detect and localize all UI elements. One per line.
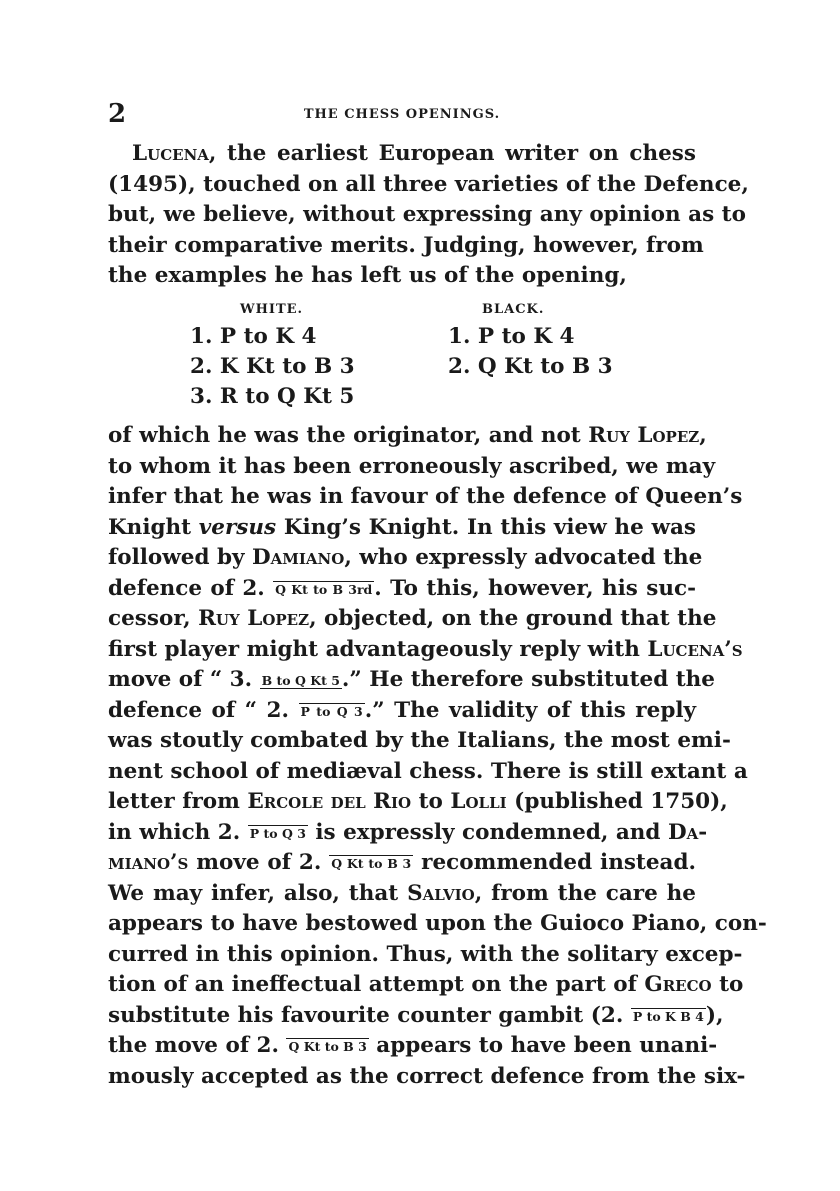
white-move: 3. R to Q Kt 5 <box>190 384 355 409</box>
text-span: to <box>711 972 744 997</box>
move-notation: Q Kt to B 3 <box>288 1039 367 1054</box>
white-move: 1. P to K 4 <box>190 324 317 349</box>
black-move: 1. P to K 4 <box>448 324 575 349</box>
text-span: is expressly condemned, and <box>307 819 668 845</box>
text-span: cessor, <box>108 606 199 631</box>
text-line: infer that he was in favour of the defence of Queen’s <box>108 484 743 509</box>
text-span: tion of an ineffectual attempt on the part of <box>108 972 645 997</box>
name-lucena: Lucena’s <box>647 636 743 662</box>
text-span: We may infer, also, that <box>108 880 408 906</box>
text-span: in which 2. <box>108 819 248 845</box>
text-line: the examples he has left us of the opening, <box>108 263 627 288</box>
text-line: nent school of mediæval chess. There is still extant a <box>108 758 748 784</box>
page-number: 2 <box>108 99 127 129</box>
text-span: of which he was the originator, and not <box>108 423 589 448</box>
name-damiano: Da- <box>667 819 708 845</box>
text-span: defence of “ 2. <box>108 697 299 723</box>
move-notation: Q Kt to B 3 <box>331 856 412 871</box>
text-span: to <box>411 789 451 814</box>
text-line <box>108 848 696 879</box>
text-line <box>108 543 703 574</box>
text-line <box>108 1031 718 1062</box>
text-line: curred in this opinion. Thus, with the solitary excep- <box>108 941 743 967</box>
running-title: THE CHESS OPENINGS. <box>303 107 501 122</box>
text-span: , <box>699 423 707 448</box>
text-span: , the earliest European writer on chess <box>208 141 696 166</box>
text-span: .” He therefore substituted the <box>341 667 715 692</box>
text-line <box>108 1001 724 1032</box>
move-notation: P to Q 3 <box>249 825 306 841</box>
text-span: ), <box>705 1002 724 1028</box>
text-span: recommended instead. <box>413 850 696 875</box>
name-damiano: miano’s <box>108 850 189 875</box>
text-line <box>108 421 707 452</box>
text-line: was stoutly combated by the Italians, the most emi- <box>108 728 731 753</box>
text-span: . To this, however, his suc- <box>374 575 697 601</box>
move-notation: Q Kt to B 3rd <box>275 581 373 597</box>
text-line <box>108 635 743 666</box>
text-span: the move of 2. <box>108 1033 287 1058</box>
page-header <box>108 100 696 130</box>
text-line <box>108 574 696 605</box>
text-span: move of “ 3. <box>108 667 260 692</box>
black-move: 2. Q Kt to B 3 <box>448 354 613 379</box>
text-line: their comparative merits. Judging, however, from <box>108 232 704 258</box>
text-span: , who expressly advocated the <box>344 545 703 570</box>
name-lucena: Lucena <box>132 141 209 166</box>
text-span: substitute his favourite counter gambit (2. <box>108 1002 631 1028</box>
text-span: , from the care he <box>474 880 696 906</box>
name-ercole-del-rio: Ercole del Rio <box>247 789 412 814</box>
move-table <box>190 302 650 414</box>
text-line <box>108 696 696 727</box>
move-notation: P to Q 3 <box>300 703 363 719</box>
text-span: appears to have been unani- <box>368 1033 718 1058</box>
text-line <box>108 970 744 1001</box>
name-ruy-lopez: Ruy Lopez <box>198 606 310 631</box>
text-span: Knight <box>108 514 199 540</box>
text-line: mously accepted as the correct defence from the six- <box>108 1063 746 1089</box>
name-ruy-lopez: Ruy Lopez <box>588 423 700 448</box>
text-span: defence of 2. <box>108 575 274 601</box>
text-line: to whom it has been erroneously ascribed, we may <box>108 453 716 479</box>
paragraph-intro <box>108 139 749 292</box>
text-line <box>108 665 715 696</box>
name-greco: Greco <box>644 972 712 997</box>
text-span: move of 2. <box>188 850 330 875</box>
move-notation: P to K B 4 <box>632 1008 704 1024</box>
text-span: followed by <box>108 545 252 570</box>
text-span: first player might advantageously reply with <box>108 636 640 662</box>
name-salvio: Salvio <box>407 880 475 906</box>
white-column-label: WHITE. <box>240 302 304 317</box>
text-line <box>108 787 728 818</box>
name-lolli: Lolli <box>450 789 507 814</box>
text-line: appears to have bestowed upon the Guioco Piano, con- <box>108 911 767 936</box>
name-damiano: Damiano <box>251 545 345 570</box>
text-line: but, we believe, without expressing any opinion as to <box>108 202 746 227</box>
text-line <box>108 513 696 544</box>
black-column-label: BLACK. <box>482 302 545 317</box>
text-line <box>108 818 708 849</box>
move-notation: B to Q Kt 5 <box>261 673 340 688</box>
text-span: (published 1750), <box>506 789 728 814</box>
text-span: King’s Knight. In this view he was <box>276 514 696 540</box>
italic-versus: versus <box>198 514 277 540</box>
text-line: (1495), touched on all three varieties of the Defence, <box>108 171 749 197</box>
text-line <box>108 604 717 635</box>
white-move: 2. K Kt to B 3 <box>190 354 355 379</box>
text-line <box>108 139 696 170</box>
text-span: , objected, on the ground that the <box>309 606 717 631</box>
text-line <box>108 879 696 910</box>
text-span: .” The validity of this reply <box>364 697 697 723</box>
paragraph-history <box>108 421 767 1092</box>
text-span: letter from <box>108 789 248 814</box>
